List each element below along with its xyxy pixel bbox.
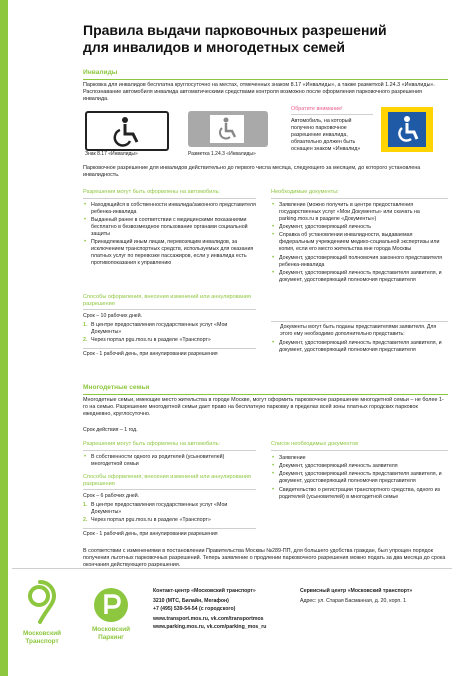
- footer-divider: [12, 568, 452, 569]
- logo-caption: Московский Транспорт: [22, 630, 62, 645]
- list-item: • Свидетельство о регистрации транспортного средства, одного из родителей (усыновителей) в многодетной семье: [271, 487, 448, 501]
- list-item: • Документ, удостоверяющий личность представителя заявителя, и документ, удостоверяющий полномочия представителя: [271, 471, 448, 485]
- docs-list: [271, 202, 448, 285]
- list-item: • Документ, удостоверяющий полномочия законного представителя ребенка-инвалида: [271, 255, 448, 269]
- ways-list: [83, 322, 256, 345]
- list-item: • Находящийся в собственности инвалида/законного представителя ребенка-инвалида: [83, 202, 256, 216]
- large-docs-list: [271, 455, 448, 502]
- section-heading-large-families: Многодетные семьи: [83, 384, 150, 391]
- invalids-intro: Парковка для инвалидов бесплатна круглосуточно на местах, отмеченных знаком 8.17 «Инвалиды», а также разметкой 1.24.3 «Инвалиды». Распознавание автомобиля инвалида автоматическими средствами контроля возможно после оформления парковочного разрешения инвалида.: [83, 82, 435, 103]
- sites-parking[interactable]: www.parking.mos.ru, vk.com/parking_mos_ru: [153, 624, 267, 630]
- marking-caption: Разметка 1.24.3 «Инвалиды»: [188, 151, 256, 157]
- list-item: • Заявление: [271, 455, 448, 462]
- moscow-parking-logo: [94, 588, 128, 622]
- wheelchair-icon: [210, 115, 244, 143]
- list-item: • Справка об установлении инвалидности, выдаваемая федеральным учреждением медико-социальной экспертизы или копия, если его место жительства вне города Москвы: [271, 232, 448, 253]
- list-item: • Документ, удостоверяющий личность заявителя: [271, 463, 448, 470]
- list-item: • Принадлежащий иным лицам, перевозящим инвалидов, за исключением транспортных средств, используемых для оказания платных услуг по перевозке пассажиров, если у инвалида есть противопоказания к управлению: [83, 239, 256, 267]
- list-item: • Документ, удостоверяющий личность представителя заявителя, и документ, удостоверяющий полномочия представителя: [271, 270, 448, 284]
- large-docs-heading: Список необходимых документов: [271, 441, 359, 447]
- list-item: • Документ, удостоверяющий личность: [271, 224, 448, 231]
- list-item: • Документ, удостоверяющий личность представителя заявителя, и документ, удостоверяющий полномочия представителя: [271, 340, 448, 354]
- green-side-stripe: [0, 0, 8, 676]
- section-divider: [83, 394, 448, 395]
- sign-8-17: [85, 111, 169, 151]
- validity-text: Парковочное разрешение для инвалидов действительно до первого числа месяца, следующего за месяцем, до которого установлена инвалидность.: [83, 165, 421, 179]
- large-intro: Многодетные семьи, имеющие место жительства в городе Москве, могут оформить парковочное разрешение многодетной семьи – не более 1-го на семью. Разрешение многодетной семьи дает право на бесплатную парковку в пределах всей зоны платных городских парковок ежедневно, круглосуточно.: [83, 397, 444, 418]
- sign-caption: Знак 8.17 «Инвалиды»: [85, 151, 138, 157]
- section-heading-invalids: Инвалиды: [83, 69, 118, 76]
- wheelchair-icon: [87, 113, 167, 149]
- list-item: 1. В центре предоставления государственных услуг «Мои Документы»: [83, 502, 228, 515]
- contact-title: Контакт-центр «Московский транспорт»: [153, 588, 256, 594]
- docs-note: Документы могут быть поданы представителями заявителя. Для этого ему необходимо дополнительно представить:: [280, 324, 437, 337]
- term-cancel: Срок - 1 рабочий день, при аннулировании разрешения: [83, 351, 218, 357]
- docs-heading: Необходимые документы:: [271, 189, 339, 195]
- list-item: 2. Через портал pgu.mos.ru в разделе «Транспорт»: [83, 517, 211, 523]
- term-text: Срок – 10 рабочих дней.: [83, 313, 143, 319]
- list-item: • В собственности одного из родителей (усыновителей) многодетной семьи: [83, 454, 256, 468]
- page-title: Правила выдачи парковочных разрешений для инвалидов и многодетных семей: [83, 22, 387, 55]
- large-ways-list: [83, 502, 256, 525]
- who-list: [83, 202, 256, 269]
- phone-city: +7 (495) 539-54-54 (с городского): [153, 606, 236, 612]
- marking-1-24-3: [188, 111, 268, 147]
- note-text: В соответствии с изменениями в постановлении Правительства Москвы №289-ПП, для большего удобства граждан, был упрощен порядок получения льготных парковочных разрешений. Теперь заявление о продлении парковочного разрешения можно подать за два месяца до срока окончания действующего разрешения.: [83, 548, 446, 569]
- parking-p-icon: [94, 588, 128, 622]
- large-ways-heading: Способы оформления, внесения изменений или аннулирования разрешения: [83, 474, 251, 487]
- logo-caption: Московский Паркинг: [91, 626, 131, 641]
- large-who-heading: Разрешения могут быть оформлены на автомобиль:: [83, 441, 221, 447]
- list-item: • Выданный ранее в соответствии с медицинскими показаниями бесплатно в безвозмездное пользование органами социальной защиты: [83, 217, 256, 238]
- service-address: Адрес: ул. Старая Басманная, д. 20, корп. 1: [300, 598, 406, 604]
- moscow-transport-logo: [18, 578, 62, 628]
- list-item: • Заявление (можно получить в центре предоставления государственных услуг «Мои Документы» или скачать на parking.mos.ru в разделе «Документы»): [271, 202, 448, 223]
- ways-heading: Способы оформления, внесения изменений или аннулирования разрешения: [83, 294, 251, 307]
- large-term-cancel: Срок - 1 рабочий день, при аннулировании разрешения: [83, 531, 218, 537]
- docs-extra-list: [271, 340, 448, 355]
- attention-text: Автомобиль, на который получено парковочное разрешение инвалида, обязательно должен быть оснащен знаком «Инвалид»: [291, 118, 361, 152]
- large-term: Срок – 6 рабочих дней.: [83, 493, 140, 499]
- disabled-sticker-icon: [381, 107, 433, 152]
- who-heading: Разрешения могут быть оформлены на автомобиль:: [83, 189, 221, 195]
- list-item: 2. Через портал pgu.mos.ru в разделе «Транспорт»: [83, 337, 211, 343]
- sites-transport[interactable]: www.transport.mos.ru, vk.com/transportmos: [153, 616, 264, 622]
- list-item: 1. В центре предоставления государственных услуг «Мои Документы»: [83, 322, 228, 335]
- large-who-list: [83, 454, 256, 469]
- large-term-validity: Срок действия – 1 год.: [83, 427, 138, 433]
- service-title: Сервисный центр «Московский транспорт»: [300, 588, 413, 594]
- document-page: [8, 0, 460, 676]
- section-divider: [83, 79, 448, 80]
- phone-short: 3210 (МТС, Билайн, Мегафон): [153, 598, 229, 604]
- attention-title: Обратите внимание!: [291, 106, 343, 112]
